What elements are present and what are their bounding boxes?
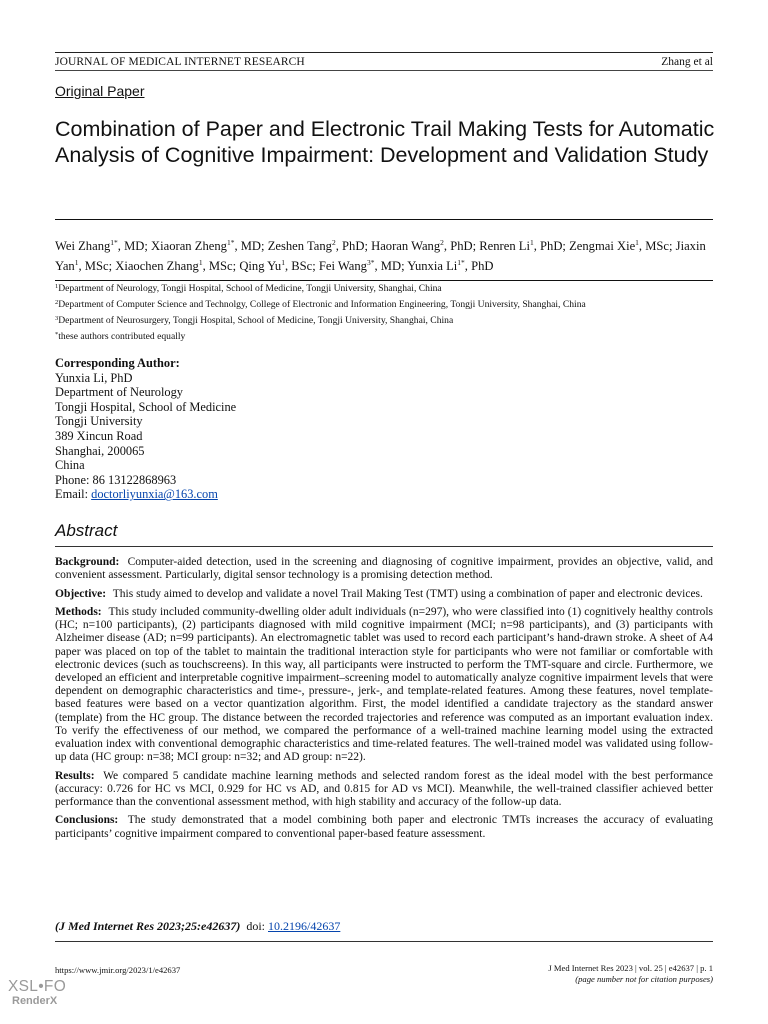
abstract-section-text: Computer-aided detection, used in the screening and diagnosing of cognitive impairment, provides an objective, valid, and convenient assessment. Particularly, digital sensor technology is a promising detection method. bbox=[55, 556, 713, 582]
author-name: Zengmai Xie bbox=[569, 239, 636, 253]
article-type-label: Original Paper bbox=[55, 83, 145, 99]
abstract-section-label: Methods: bbox=[55, 605, 102, 618]
affiliation-text: Department of Neurosurgery, Tongji Hospital, School of Medicine, Tongji University, Shanghai, China bbox=[58, 315, 454, 326]
footer-journal-info: J Med Internet Res 2023 | vol. 25 | e42637 | p. 1 bbox=[548, 963, 713, 973]
abstract-section-label: Conclusions: bbox=[55, 814, 119, 827]
author: Qing Yu$^1$, BSc; bbox=[239, 258, 319, 273]
watermark-xslfo: XSL•FO bbox=[8, 978, 67, 995]
affiliation-mark: 2 bbox=[55, 299, 59, 306]
abstract-section bbox=[55, 588, 713, 601]
citation-reference: (J Med Internet Res 2023;25:e42637) bbox=[55, 919, 241, 933]
author: Xiaoran Zheng$^{1*}$, MD; bbox=[151, 238, 268, 253]
corresponding-author-heading: Corresponding Author: bbox=[55, 356, 180, 370]
author: Fei Wang$^{3*}$, MD; bbox=[318, 258, 408, 273]
affiliation bbox=[55, 313, 715, 329]
corresponding-author-block bbox=[55, 356, 236, 502]
corresponding-author-address bbox=[55, 371, 236, 488]
author-degree: MSc bbox=[208, 259, 233, 273]
abstract-section-label: Background: bbox=[55, 556, 120, 568]
address-line: Shanghai, 200065 bbox=[55, 443, 145, 458]
address-line: China bbox=[55, 458, 85, 473]
author-affiliation-mark: 2 bbox=[331, 238, 336, 247]
footer-page-info bbox=[548, 963, 713, 985]
address-line: Phone: 86 13122868963 bbox=[55, 472, 177, 487]
affiliation-mark: * bbox=[55, 331, 59, 338]
affiliation bbox=[55, 281, 715, 297]
abstract-heading: Abstract bbox=[55, 521, 118, 540]
abstract-divider bbox=[55, 546, 713, 547]
address-line: Yunxia Li, PhD bbox=[55, 370, 133, 385]
address-line: 389 Xincun Road bbox=[55, 428, 143, 443]
article-title: Combination of Paper and Electronic Trail Making Tests for Automatic Analysis of Cognitive Impairment: Development and Validation Study bbox=[55, 117, 715, 167]
footer-url: https://www.jmir.org/2023/1/e42637 bbox=[55, 965, 181, 975]
author-name: Haoran Wang bbox=[371, 239, 441, 253]
citation-line bbox=[55, 919, 340, 933]
author-degree: MD bbox=[124, 239, 145, 253]
abstract-section-label: Results: bbox=[55, 769, 95, 782]
author-degree: MD bbox=[380, 259, 402, 273]
author: Zeshen Tang$^2$, PhD; bbox=[267, 238, 372, 253]
affiliation-text: Department of Neurology, Tongji Hospital, School of Medicine, Tongji University, Shanghai, China bbox=[58, 283, 442, 294]
author: Renren Li$^1$, PhD; bbox=[479, 238, 570, 253]
author-list bbox=[55, 236, 715, 276]
abstract-section-text: We compared 5 candidate machine learning methods and selected random forest as the ideal model with the best performance (accuracy: 0.726 for HC vs MCI, 0.929 for HC vs AD, and 0.815 for AD vs MCI). Meanwhile, the well-trained classifier achieved better performance than the conventional assessment method, with high stability and accuracy of the follow-up data. bbox=[55, 769, 714, 809]
author-affiliation-mark: 1* bbox=[110, 238, 118, 247]
author-affiliation-mark: 1 bbox=[74, 258, 79, 267]
abstract-section bbox=[55, 770, 713, 810]
author-name: Jiaxin Yan bbox=[55, 239, 706, 273]
author-name: Qing Yu bbox=[239, 259, 282, 273]
author-degree: MD bbox=[240, 239, 262, 253]
watermark-renderx: RenderX bbox=[12, 995, 58, 1007]
author-degree: PhD bbox=[342, 239, 365, 253]
author-degree: PhD bbox=[471, 259, 494, 273]
corresponding-email-line bbox=[55, 487, 236, 502]
address-line: Department of Neurology bbox=[55, 385, 183, 400]
author-name: Zeshen Tang bbox=[267, 239, 332, 253]
author-degree: MSc bbox=[84, 259, 109, 273]
email-link[interactable]: doctorliyunxia@163.com bbox=[91, 487, 218, 502]
author-affiliation-mark: 3* bbox=[366, 258, 375, 267]
author: Zengmai Xie$^1$, MSc; bbox=[569, 238, 676, 253]
author-name: Wei Zhang bbox=[55, 239, 111, 253]
renderer-watermark bbox=[8, 978, 66, 1007]
abstract-section bbox=[55, 556, 713, 582]
affiliation-list bbox=[55, 281, 715, 345]
author: Jiaxin Yan$^1$, MSc; bbox=[55, 239, 706, 273]
email-label: Email: bbox=[55, 487, 92, 502]
abstract-section bbox=[55, 814, 713, 840]
author-degree: BSc bbox=[291, 259, 313, 273]
affiliation bbox=[55, 329, 715, 345]
author: Haoran Wang$^2$, PhD; bbox=[371, 238, 480, 253]
author: Yunxia $Li^{1*}$, PhD bbox=[407, 258, 494, 273]
doi-label: doi: bbox=[246, 919, 265, 933]
citation-divider bbox=[55, 941, 713, 942]
author-name: Xiaoran Zheng bbox=[151, 239, 227, 253]
author-degree: PhD bbox=[540, 239, 563, 253]
abstract-section bbox=[55, 606, 713, 764]
doi-link[interactable]: 10.2196/42637 bbox=[268, 919, 341, 933]
abstract-section-label: Objective: bbox=[55, 587, 107, 600]
affiliation bbox=[55, 297, 715, 313]
author-degree: MSc bbox=[645, 239, 670, 253]
affiliation-text: these authors contributed equally bbox=[58, 331, 186, 342]
author-affiliation-mark: 1* bbox=[226, 238, 235, 247]
author-name: Yunxia Li bbox=[407, 259, 458, 273]
author-name: Renren Li bbox=[479, 239, 530, 253]
author-affiliation-mark: 1 bbox=[281, 258, 285, 267]
affiliation-mark: 1 bbox=[55, 283, 59, 290]
address-line: Tongji University bbox=[55, 414, 143, 429]
author-affiliation-mark: 2 bbox=[440, 238, 444, 247]
author-affiliation-mark: 1 bbox=[198, 258, 203, 267]
abstract-section-text: The study demonstrated that a model combining both paper and electronic TMTs increases the accuracy of evaluating participants’ cognitive impairment compared to conventional paper-based feature assessment. bbox=[55, 814, 713, 840]
title-divider bbox=[55, 219, 713, 220]
author: Xiaochen Zhang$^1$, MSc; bbox=[115, 258, 240, 273]
author-affiliation-mark: 1* bbox=[457, 258, 465, 267]
author-name: Xiaochen Zhang bbox=[115, 259, 199, 273]
author-name: Fei Wang bbox=[318, 259, 367, 273]
journal-name: JOURNAL OF MEDICAL INTERNET RESEARCH bbox=[55, 56, 305, 68]
author-affiliation-mark: 1 bbox=[635, 238, 639, 247]
author-affiliation-mark: 1 bbox=[529, 238, 534, 247]
short-author-list: Zhang et al bbox=[661, 56, 713, 68]
affiliation-text: Department of Computer Science and Technolgy, College of Electronic and Information Engineering, Tongji University, Shanghai, China bbox=[58, 299, 586, 310]
author: Wei Zhang$^{1*}$, MD; bbox=[55, 238, 152, 253]
affiliation-mark: 3 bbox=[55, 315, 59, 322]
abstract-section-text: This study aimed to develop and validate a novel Trail Making Test (TMT) using a combination of paper and electronic devices. bbox=[112, 587, 703, 600]
running-header bbox=[55, 52, 713, 70]
abstract-body bbox=[55, 556, 713, 846]
footer-page-note: (page number not for citation purposes) bbox=[575, 974, 713, 984]
address-line: Tongji Hospital, School of Medicine bbox=[55, 399, 237, 414]
author-degree: PhD bbox=[450, 239, 473, 253]
header-divider bbox=[55, 70, 713, 71]
abstract-section-text: This study included community-dwelling older adult individuals (n=297), who were classified into (1) cognitively healthy controls (HC; n=100 participants), (2) participants diagnosed with mild cognitive impairment (MCI; n=98 participants), and (3) participants with Alzheimer disease (AD; n=99 participants). An electromagnetic tablet was used to record each participant’s hand-drawn stroke. A sheet of A4 paper was placed on top of the tablet to maintain the traditional interaction style for participants who were not familiar or comfortable with electronic devices (such as touchscreens). In this way, all participants were instructed to perform the TMT-square and circle. Furthermore, we developed an efficient and interpretable cognitive impairment–screening model to automatically analyze cognitive impairment levels that were dependent on demographic characteristics and time-, pressure-, jerk-, and template-related features. Among these features, novel template-based features were based on a vector quantization algorithm. First, the model identified a candidate trajectory as the standard answer (template) from the HC group. The distance between the recorded trajectories and reference was computed as an important evaluation index. To verify the effectiveness of our method, we compared the performance of a well-trained machine learning model using the extracted evaluation index with conventional demographic characteristics and time-related features. The well-trained model was validated using follow-up data (HC group: n=38; MCI group: n=32; and AD group: n=22). bbox=[55, 605, 713, 764]
